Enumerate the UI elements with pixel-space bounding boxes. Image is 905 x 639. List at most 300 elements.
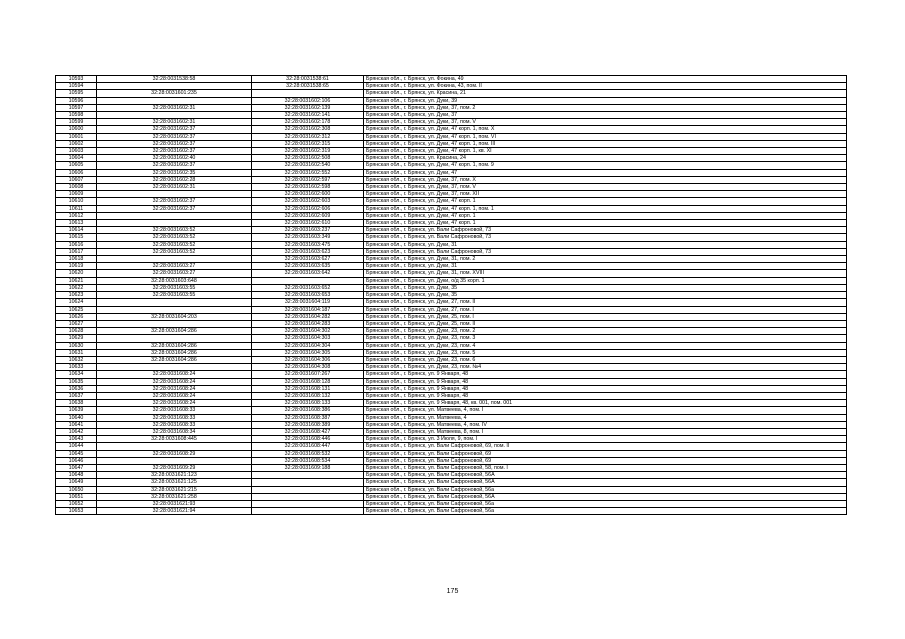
land-cadastral-number-cell	[97, 220, 252, 227]
land-cadastral-number-cell: 32:28:0031609:29	[97, 464, 252, 471]
row-number-cell: 10613	[56, 220, 97, 227]
land-cadastral-number-cell	[97, 364, 252, 371]
table-row	[56, 320, 847, 327]
address-cell: Брянская обл., г. Брянск, ул. Матвеева, 8, пом. I	[364, 428, 847, 435]
land-cadastral-number-cell: 32:28:0031602:31	[97, 184, 252, 191]
page-number: 175	[446, 588, 459, 595]
table-row	[56, 155, 847, 162]
address-cell: Брянская обл., г. Брянск, ул. Дуки, 47 корп. 1, пом. 9	[364, 162, 847, 169]
property-register-table	[55, 75, 847, 515]
building-cadastral-number-cell: 32:28:0031604:187	[252, 306, 364, 313]
table-row	[56, 90, 847, 97]
table-row	[56, 392, 847, 399]
row-number-cell: 10611	[56, 205, 97, 212]
land-cadastral-number-cell: 32:28:0031602:37	[97, 133, 252, 140]
building-cadastral-number-cell: 32:28:0031602:603	[252, 198, 364, 205]
building-cadastral-number-cell: 32:28:0031604:306	[252, 356, 364, 363]
land-cadastral-number-cell	[97, 212, 252, 219]
land-cadastral-number-cell: 32:28:0031603:52	[97, 227, 252, 234]
table-row	[56, 371, 847, 378]
address-cell: Брянская обл., г. Брянск, ул. Дуки, 47 корп. 1	[364, 220, 847, 227]
row-number-cell: 10641	[56, 421, 97, 428]
land-cadastral-number-cell	[97, 256, 252, 263]
table-row	[56, 450, 847, 457]
row-number-cell: 10602	[56, 140, 97, 147]
building-cadastral-number-cell: 32:28:0031608:387	[252, 414, 364, 421]
land-cadastral-number-cell: 32:28:0031603:55	[97, 284, 252, 291]
land-cadastral-number-cell: 32:28:0031608:33	[97, 414, 252, 421]
land-cadastral-number-cell: 32:28:0031608:33	[97, 421, 252, 428]
land-cadastral-number-cell: 32:28:0031608:24	[97, 378, 252, 385]
building-cadastral-number-cell: 32:28:0031538:65	[252, 83, 364, 90]
row-number-cell: 10627	[56, 320, 97, 327]
row-number-cell: 10653	[56, 508, 97, 515]
building-cadastral-number-cell: 32:28:0031608:133	[252, 400, 364, 407]
land-cadastral-number-cell	[97, 299, 252, 306]
row-number-cell: 10650	[56, 486, 97, 493]
building-cadastral-number-cell: 32:28:0031608:386	[252, 407, 364, 414]
address-cell: Брянская обл., г. Брянск, ул. 9 Января, 48	[364, 385, 847, 392]
row-number-cell: 10652	[56, 500, 97, 507]
building-cadastral-number-cell	[252, 493, 364, 500]
building-cadastral-number-cell: 32:28:0031602:600	[252, 191, 364, 198]
row-number-cell: 10608	[56, 184, 97, 191]
land-cadastral-number-cell: 32:28:0031602:35	[97, 169, 252, 176]
address-cell: Брянская обл., г. Брянск, ул. Дуки, 47	[364, 169, 847, 176]
row-number-cell: 10639	[56, 407, 97, 414]
address-cell: Брянская обл., г. Брянск, ул. Матвеева, 4	[364, 414, 847, 421]
table-row	[56, 378, 847, 385]
table-row	[56, 479, 847, 486]
table-row	[56, 364, 847, 371]
address-cell: Брянская обл., г. Брянск, ул. Дуки, 39	[364, 97, 847, 104]
row-number-cell: 10619	[56, 263, 97, 270]
land-cadastral-number-cell: 32:28:0031603:27	[97, 263, 252, 270]
building-cadastral-number-cell	[252, 277, 364, 284]
land-cadastral-number-cell: 32:28:0031602:40	[97, 155, 252, 162]
table-row	[56, 407, 847, 414]
building-cadastral-number-cell: 32:28:0031602:139	[252, 104, 364, 111]
table-row	[56, 443, 847, 450]
building-cadastral-number-cell: 32:28:0031603:652	[252, 284, 364, 291]
land-cadastral-number-cell: 32:28:0031538:58	[97, 76, 252, 83]
table-row	[56, 356, 847, 363]
land-cadastral-number-cell: 32:28:0031602:37	[97, 148, 252, 155]
building-cadastral-number-cell: 32:28:0031604:303	[252, 335, 364, 342]
register-table-body	[56, 76, 847, 515]
address-cell: Брянская обл., г. Брянск, ул. Красина, 21	[364, 90, 847, 97]
building-cadastral-number-cell: 32:28:0031603:642	[252, 270, 364, 277]
address-cell: Брянская обл., г. Брянск, ул. Вали Сафроновой, 73	[364, 248, 847, 255]
row-number-cell: 10634	[56, 371, 97, 378]
row-number-cell: 10624	[56, 299, 97, 306]
row-number-cell: 10617	[56, 248, 97, 255]
land-cadastral-number-cell	[97, 97, 252, 104]
land-cadastral-number-cell: 32:28:0031608:24	[97, 400, 252, 407]
building-cadastral-number-cell: 32:28:0031603:627	[252, 256, 364, 263]
land-cadastral-number-cell: 32:28:0031603:52	[97, 248, 252, 255]
address-cell: Брянская обл., г. Брянск, ул. 3 Июля, 9, пом. I	[364, 436, 847, 443]
land-cadastral-number-cell: 32:28:0031604:286	[97, 349, 252, 356]
building-cadastral-number-cell: 32:28:0031602:141	[252, 112, 364, 119]
address-cell: Брянская обл., г. Брянск, ул. Дуки, 25, пом. II	[364, 320, 847, 327]
table-row	[56, 162, 847, 169]
address-cell: Брянская обл., г. Брянск, ул. Дуки, 23, пом. 6	[364, 356, 847, 363]
building-cadastral-number-cell: 32:28:0031603:475	[252, 241, 364, 248]
row-number-cell: 10607	[56, 176, 97, 183]
address-cell: Брянская обл., г. Брянск, ул. Дуки, 47 корп. 1	[364, 198, 847, 205]
row-number-cell: 10625	[56, 306, 97, 313]
table-row	[56, 126, 847, 133]
building-cadastral-number-cell	[252, 90, 364, 97]
table-row	[56, 421, 847, 428]
address-cell: Брянская обл., г. Брянск, ул. Вали Сафроновой, 56А	[364, 493, 847, 500]
address-cell: Брянская обл., г. Брянск, ул. Дуки, 37, пом. X	[364, 176, 847, 183]
table-row	[56, 234, 847, 241]
building-cadastral-number-cell: 32:28:0031538:61	[252, 76, 364, 83]
building-cadastral-number-cell	[252, 479, 364, 486]
land-cadastral-number-cell: 32:28:0031602:37	[97, 140, 252, 147]
address-cell: Брянская обл., г. Брянск, ул. Дуки, 35	[364, 292, 847, 299]
address-cell: Брянская обл., г. Брянск, ул. Дуки, 47 корп. 1, пом. X	[364, 126, 847, 133]
row-number-cell: 10601	[56, 133, 97, 140]
land-cadastral-number-cell	[97, 112, 252, 119]
address-cell: Брянская обл., г. Брянск, ул. Дуки, 37	[364, 112, 847, 119]
building-cadastral-number-cell: 32:28:0031609:188	[252, 464, 364, 471]
building-cadastral-number-cell: 32:28:0031602:312	[252, 133, 364, 140]
address-cell: Брянская обл., г. Брянск, ул. Вали Сафроновой, 69, пом. II	[364, 443, 847, 450]
land-cadastral-number-cell: 32:28:0031621:123	[97, 472, 252, 479]
row-number-cell: 10645	[56, 450, 97, 457]
address-cell: Брянская обл., г. Брянск, ул. Вали Сафроновой, 56А	[364, 472, 847, 479]
address-cell: Брянская обл., г. Брянск, ул. Дуки, 31, пом. XVIII	[364, 270, 847, 277]
table-row	[56, 148, 847, 155]
address-cell: Брянская обл., г. Брянск, ул. Дуки, 47 корп. 1, пом. 1	[364, 205, 847, 212]
building-cadastral-number-cell: 32:28:0031602:610	[252, 220, 364, 227]
building-cadastral-number-cell: 32:28:0031602:540	[252, 162, 364, 169]
address-cell: Брянская обл., г. Брянск, ул. Фокина, 43, пом. II	[364, 83, 847, 90]
address-cell: Брянская обл., г. Брянск, ул. Вали Сафроновой, 56а	[364, 508, 847, 515]
land-cadastral-number-cell: 32:28:0031602:37	[97, 198, 252, 205]
address-cell: Брянская обл., г. Брянск, ул. Вали Сафроновой, 69	[364, 450, 847, 457]
row-number-cell: 10636	[56, 385, 97, 392]
building-cadastral-number-cell: 32:28:0031602:178	[252, 119, 364, 126]
row-number-cell: 10637	[56, 392, 97, 399]
address-cell: Брянская обл., г. Брянск, ул. Дуки, 23, пом. №4	[364, 364, 847, 371]
building-cadastral-number-cell: 32:28:0031608:446	[252, 436, 364, 443]
row-number-cell: 10620	[56, 270, 97, 277]
row-number-cell: 10618	[56, 256, 97, 263]
table-row	[56, 76, 847, 83]
land-cadastral-number-cell: 32:28:0031608:33	[97, 407, 252, 414]
table-row	[56, 270, 847, 277]
table-row	[56, 220, 847, 227]
row-number-cell: 10643	[56, 436, 97, 443]
table-row	[56, 464, 847, 471]
address-cell: Брянская обл., г. Брянск, ул. Красина, 24	[364, 155, 847, 162]
table-row	[56, 342, 847, 349]
table-row	[56, 97, 847, 104]
building-cadastral-number-cell: 32:28:0031602:319	[252, 148, 364, 155]
address-cell: Брянская обл., г. Брянск, ул. Дуки, 37, пом. XII	[364, 191, 847, 198]
land-cadastral-number-cell: 32:28:0031602:31	[97, 119, 252, 126]
table-row	[56, 176, 847, 183]
row-number-cell: 10651	[56, 493, 97, 500]
row-number-cell: 10638	[56, 400, 97, 407]
address-cell: Брянская обл., г. Брянск, ул. Дуки, 25, пом. I	[364, 313, 847, 320]
address-cell: Брянская обл., г. Брянск, ул. Вали Сафроновой, 56а	[364, 500, 847, 507]
land-cadastral-number-cell: 32:28:0031602:28	[97, 176, 252, 183]
land-cadastral-number-cell: 32:28:0031608:445	[97, 436, 252, 443]
row-number-cell: 10599	[56, 119, 97, 126]
building-cadastral-number-cell: 32:28:0031603:635	[252, 263, 364, 270]
table-row	[56, 328, 847, 335]
row-number-cell: 10615	[56, 234, 97, 241]
land-cadastral-number-cell: 32:28:0031603:55	[97, 292, 252, 299]
table-row	[56, 493, 847, 500]
address-cell: Брянская обл., г. Брянск, ул. Вали Сафроновой, 56А	[364, 479, 847, 486]
table-row	[56, 486, 847, 493]
table-row	[56, 133, 847, 140]
land-cadastral-number-cell: 32:28:0031608:24	[97, 392, 252, 399]
land-cadastral-number-cell: 32:28:0031603:27	[97, 270, 252, 277]
address-cell: Брянская обл., г. Брянск, ул. Матвеева, 4, пом. I	[364, 407, 847, 414]
building-cadastral-number-cell: 32:28:0031604:308	[252, 364, 364, 371]
table-row	[56, 227, 847, 234]
table-row	[56, 83, 847, 90]
address-cell: Брянская обл., г. Брянск, ул. 9 Января, 48, кв. 001, пом. 001	[364, 400, 847, 407]
table-row	[56, 299, 847, 306]
table-row	[56, 205, 847, 212]
building-cadastral-number-cell: 32:28:0031602:308	[252, 126, 364, 133]
building-cadastral-number-cell: 32:28:0031607:267	[252, 371, 364, 378]
address-cell: Брянская обл., г. Брянск, ул. Фокина, 49	[364, 76, 847, 83]
row-number-cell: 10614	[56, 227, 97, 234]
land-cadastral-number-cell	[97, 335, 252, 342]
land-cadastral-number-cell: 32:28:0031608:24	[97, 371, 252, 378]
land-cadastral-number-cell: 32:28:0031602:31	[97, 104, 252, 111]
row-number-cell: 10610	[56, 198, 97, 205]
row-number-cell: 10595	[56, 90, 97, 97]
address-cell: Брянская обл., г. Брянск, ул. Вали Сафроновой, 69	[364, 457, 847, 464]
table-row	[56, 313, 847, 320]
row-number-cell: 10622	[56, 284, 97, 291]
building-cadastral-number-cell: 32:28:0031608:447	[252, 443, 364, 450]
row-number-cell: 10626	[56, 313, 97, 320]
row-number-cell: 10594	[56, 83, 97, 90]
address-cell: Брянская обл., г. Брянск, ул. Вали Сафроновой, 56а	[364, 486, 847, 493]
table-row	[56, 263, 847, 270]
row-number-cell: 10644	[56, 443, 97, 450]
building-cadastral-number-cell	[252, 472, 364, 479]
row-number-cell: 10623	[56, 292, 97, 299]
building-cadastral-number-cell: 32:28:0031603:623	[252, 248, 364, 255]
land-cadastral-number-cell	[97, 457, 252, 464]
address-cell: Брянская обл., г. Брянск, ул. Дуки, 23, пом. 4	[364, 342, 847, 349]
table-row	[56, 140, 847, 147]
address-cell: Брянская обл., г. Брянск, ул. Вали Сафроновой, 58, пом. I	[364, 464, 847, 471]
row-number-cell: 10642	[56, 428, 97, 435]
land-cadastral-number-cell	[97, 191, 252, 198]
table-row	[56, 414, 847, 421]
row-number-cell: 10616	[56, 241, 97, 248]
building-cadastral-number-cell	[252, 486, 364, 493]
address-cell: Брянская обл., г. Брянск, ул. Дуки, 37, пом. V	[364, 184, 847, 191]
building-cadastral-number-cell: 32:28:0031604:304	[252, 342, 364, 349]
land-cadastral-number-cell: 32:28:0031621:94	[97, 508, 252, 515]
table-row	[56, 457, 847, 464]
building-cadastral-number-cell: 32:28:0031604:283	[252, 320, 364, 327]
land-cadastral-number-cell: 32:28:0031621:215	[97, 486, 252, 493]
address-cell: Брянская обл., г. Брянск, ул. Дуки, 47 корп. 1	[364, 212, 847, 219]
table-row	[56, 335, 847, 342]
address-cell: Брянская обл., г. Брянск, ул. Дуки, 31	[364, 263, 847, 270]
building-cadastral-number-cell: 32:28:0031608:427	[252, 428, 364, 435]
address-cell: Брянская обл., г. Брянск, ул. Дуки, 23, пом. 2	[364, 328, 847, 335]
building-cadastral-number-cell: 32:28:0031604:282	[252, 313, 364, 320]
row-number-cell: 10593	[56, 76, 97, 83]
land-cadastral-number-cell: 32:28:0031608:24	[97, 385, 252, 392]
address-cell: Брянская обл., г. Брянск, ул. Дуки, 47 корп. 1, кв. XI	[364, 148, 847, 155]
land-cadastral-number-cell: 32:28:0031604:203	[97, 313, 252, 320]
land-cadastral-number-cell: 32:28:0031602:37	[97, 162, 252, 169]
row-number-cell: 10647	[56, 464, 97, 471]
land-cadastral-number-cell: 32:28:0031604:286	[97, 342, 252, 349]
table-row	[56, 191, 847, 198]
address-cell: Брянская обл., г. Брянск, ул. Дуки, 47 корп. 1, пом. VI	[364, 133, 847, 140]
land-cadastral-number-cell: 32:28:0031603:52	[97, 234, 252, 241]
address-cell: Брянская обл., г. Брянск, ул. Дуки, о/д 35 корп. 1	[364, 277, 847, 284]
table-row	[56, 292, 847, 299]
table-row	[56, 248, 847, 255]
building-cadastral-number-cell: 32:28:0031604:119	[252, 299, 364, 306]
row-number-cell: 10597	[56, 104, 97, 111]
row-number-cell: 10612	[56, 212, 97, 219]
building-cadastral-number-cell: 32:28:0031604:302	[252, 328, 364, 335]
building-cadastral-number-cell	[252, 508, 364, 515]
building-cadastral-number-cell: 32:28:0031603:237	[252, 227, 364, 234]
building-cadastral-number-cell: 32:28:0031604:305	[252, 349, 364, 356]
land-cadastral-number-cell: 32:28:0031603:648	[97, 277, 252, 284]
address-cell: Брянская обл., г. Брянск, ул. Вали Сафроновой, 73	[364, 227, 847, 234]
building-cadastral-number-cell: 32:28:0031608:534	[252, 457, 364, 464]
building-cadastral-number-cell: 32:28:0031608:128	[252, 378, 364, 385]
address-cell: Брянская обл., г. Брянск, ул. Дуки, 31	[364, 241, 847, 248]
land-cadastral-number-cell	[97, 83, 252, 90]
row-number-cell: 10603	[56, 148, 97, 155]
building-cadastral-number-cell: 32:28:0031602:606	[252, 205, 364, 212]
row-number-cell: 10598	[56, 112, 97, 119]
table-row	[56, 256, 847, 263]
table-row	[56, 212, 847, 219]
building-cadastral-number-cell: 32:28:0031608:131	[252, 385, 364, 392]
building-cadastral-number-cell: 32:28:0031602:106	[252, 97, 364, 104]
table-row	[56, 284, 847, 291]
row-number-cell: 10630	[56, 342, 97, 349]
table-row	[56, 472, 847, 479]
land-cadastral-number-cell: 32:28:0031621:93	[97, 500, 252, 507]
row-number-cell: 10600	[56, 126, 97, 133]
table-row	[56, 508, 847, 515]
row-number-cell: 10646	[56, 457, 97, 464]
row-number-cell: 10596	[56, 97, 97, 104]
row-number-cell: 10648	[56, 472, 97, 479]
table-row	[56, 500, 847, 507]
land-cadastral-number-cell	[97, 306, 252, 313]
address-cell: Брянская обл., г. Брянск, ул. Дуки, 31, пом. 2	[364, 256, 847, 263]
row-number-cell: 10649	[56, 479, 97, 486]
table-row	[56, 385, 847, 392]
land-cadastral-number-cell: 32:28:0031603:52	[97, 241, 252, 248]
address-cell: Брянская обл., г. Брянск, ул. Дуки, 37, пом. 2	[364, 104, 847, 111]
row-number-cell: 10628	[56, 328, 97, 335]
address-cell: Брянская обл., г. Брянск, ул. Дуки, 23, пом. 3	[364, 335, 847, 342]
address-cell: Брянская обл., г. Брянск, ул. Вали Сафроновой, 73	[364, 234, 847, 241]
building-cadastral-number-cell: 32:28:0031602:609	[252, 212, 364, 219]
address-cell: Брянская обл., г. Брянск, ул. Дуки, 35	[364, 284, 847, 291]
address-cell: Брянская обл., г. Брянск, ул. Дуки, 47 корп. 1, пом. III	[364, 140, 847, 147]
land-cadastral-number-cell: 32:28:0031601:235	[97, 90, 252, 97]
row-number-cell: 10606	[56, 169, 97, 176]
land-cadastral-number-cell: 32:28:0031608:29	[97, 450, 252, 457]
table-row	[56, 119, 847, 126]
address-cell: Брянская обл., г. Брянск, ул. Дуки, 37, пом. V	[364, 119, 847, 126]
building-cadastral-number-cell: 32:28:0031608:389	[252, 421, 364, 428]
building-cadastral-number-cell: 32:28:0031602:315	[252, 140, 364, 147]
row-number-cell: 10631	[56, 349, 97, 356]
building-cadastral-number-cell: 32:28:0031603:349	[252, 234, 364, 241]
address-cell: Брянская обл., г. Брянск, ул. 9 Января, 48	[364, 392, 847, 399]
land-cadastral-number-cell: 32:28:0031621:125	[97, 479, 252, 486]
building-cadastral-number-cell: 32:28:0031602:597	[252, 176, 364, 183]
address-cell: Брянская обл., г. Брянск, ул. Матвеева, 4, пом. IV	[364, 421, 847, 428]
table-row	[56, 277, 847, 284]
land-cadastral-number-cell: 32:28:0031621:258	[97, 493, 252, 500]
table-row	[56, 184, 847, 191]
land-cadastral-number-cell: 32:28:0031602:37	[97, 126, 252, 133]
building-cadastral-number-cell: 32:28:0031608:132	[252, 392, 364, 399]
building-cadastral-number-cell: 32:28:0031602:552	[252, 169, 364, 176]
row-number-cell: 10605	[56, 162, 97, 169]
land-cadastral-number-cell: 32:28:0031604:286	[97, 356, 252, 363]
address-cell: Брянская обл., г. Брянск, ул. Дуки, 27, пом. II	[364, 299, 847, 306]
land-cadastral-number-cell: 32:28:0031608:34	[97, 428, 252, 435]
building-cadastral-number-cell: 32:28:0031603:653	[252, 292, 364, 299]
land-cadastral-number-cell	[97, 320, 252, 327]
table-row	[56, 169, 847, 176]
row-number-cell: 10635	[56, 378, 97, 385]
building-cadastral-number-cell: 32:28:0031602:508	[252, 155, 364, 162]
table-row	[56, 428, 847, 435]
table-row	[56, 104, 847, 111]
table-row	[56, 241, 847, 248]
address-cell: Брянская обл., г. Брянск, ул. 9 Января, 48	[364, 371, 847, 378]
land-cadastral-number-cell: 32:28:0031604:286	[97, 328, 252, 335]
table-row	[56, 112, 847, 119]
row-number-cell: 10604	[56, 155, 97, 162]
row-number-cell: 10621	[56, 277, 97, 284]
building-cadastral-number-cell: 32:28:0031602:598	[252, 184, 364, 191]
table-row	[56, 306, 847, 313]
building-cadastral-number-cell: 32:28:0031608:532	[252, 450, 364, 457]
row-number-cell: 10632	[56, 356, 97, 363]
row-number-cell: 10633	[56, 364, 97, 371]
table-row	[56, 436, 847, 443]
land-cadastral-number-cell	[97, 443, 252, 450]
table-row	[56, 198, 847, 205]
row-number-cell: 10609	[56, 191, 97, 198]
row-number-cell: 10640	[56, 414, 97, 421]
